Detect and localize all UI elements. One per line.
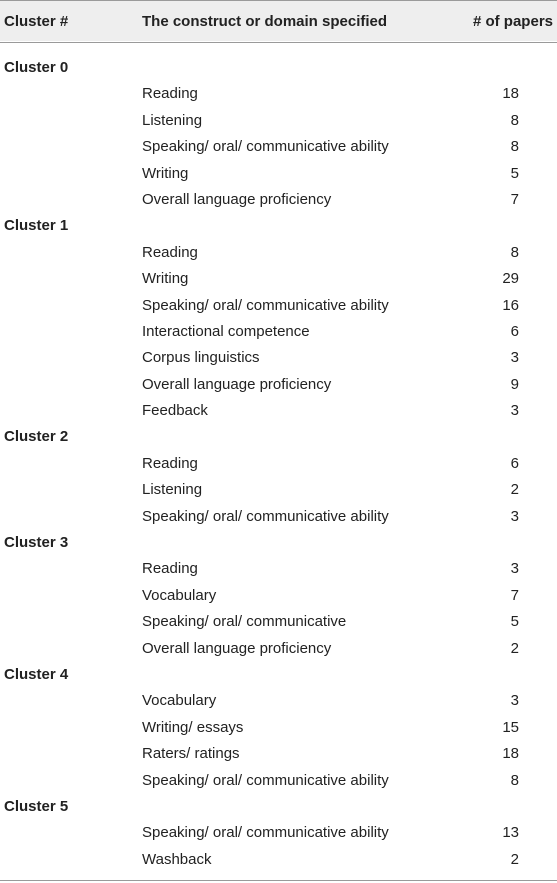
construct-cell: Speaking/ oral/ communicative ability (142, 296, 389, 314)
construct-cell: Reading (142, 85, 198, 103)
paper-count-cell: 5 (510, 164, 519, 182)
table-row (0, 319, 557, 345)
construct-cell: Reading (142, 454, 198, 472)
paper-count-cell: 8 (510, 111, 519, 129)
construct-cell: Writing (142, 164, 189, 182)
paper-count-cell: 3 (510, 692, 519, 710)
cluster-row (0, 530, 557, 556)
construct-cell: Speaking/ oral/ communicative ability (142, 824, 389, 842)
construct-cell: Reading (142, 560, 198, 578)
table-row (0, 820, 557, 846)
table-header (0, 1, 557, 41)
table-row (0, 688, 557, 714)
paper-count-cell: 2 (510, 850, 519, 868)
paper-count-cell: 9 (510, 375, 519, 393)
table-row (0, 741, 557, 767)
table-row (0, 266, 557, 292)
paper-count-cell: 3 (510, 402, 519, 420)
paper-count-cell: 6 (510, 454, 519, 472)
construct-cell: Listening (142, 111, 203, 129)
paper-count-cell: 7 (510, 190, 519, 208)
construct-cell: Vocabulary (142, 692, 217, 710)
bottom-rule (0, 880, 557, 881)
construct-cell: Washback (142, 850, 212, 868)
table-row (0, 715, 557, 741)
paper-count-cell: 29 (502, 270, 519, 288)
construct-cell: Listening (142, 481, 203, 499)
paper-count-cell: 6 (510, 322, 519, 340)
header-papers: # of papers (472, 13, 553, 30)
cluster-label: Cluster 2 (4, 428, 69, 446)
paper-count-cell: 8 (510, 243, 519, 261)
paper-count-cell: 3 (510, 560, 519, 578)
table-row (0, 556, 557, 582)
table-row (0, 398, 557, 424)
table-row (0, 451, 557, 477)
paper-count-cell: 18 (502, 85, 519, 103)
cluster-row (0, 55, 557, 81)
table-row (0, 108, 557, 134)
construct-cell: Raters/ ratings (142, 745, 240, 763)
construct-cell: Corpus linguistics (142, 349, 260, 367)
construct-cell: Overall language proficiency (142, 190, 332, 208)
table-row (0, 477, 557, 503)
cluster-row (0, 424, 557, 450)
cluster-row (0, 794, 557, 820)
construct-cell: Vocabulary (142, 586, 217, 604)
construct-cell: Writing/ essays (142, 718, 244, 736)
header-cluster: Cluster # (4, 13, 69, 30)
construct-cell: Interactional competence (142, 322, 310, 340)
table-row (0, 81, 557, 107)
construct-cell: Writing (142, 270, 189, 288)
paper-count-cell: 8 (510, 771, 519, 789)
paper-count-cell: 13 (502, 824, 519, 842)
table-row (0, 187, 557, 213)
paper-count-cell: 3 (510, 507, 519, 525)
table-row (0, 768, 557, 794)
table-row (0, 504, 557, 530)
cluster-label: Cluster 0 (4, 59, 69, 76)
construct-cell: Overall language proficiency (142, 375, 332, 393)
table-row (0, 609, 557, 635)
cluster-label: Cluster 3 (4, 534, 69, 552)
cluster-label: Cluster 1 (4, 217, 69, 235)
construct-cell: Overall language proficiency (142, 639, 332, 657)
paper-count-cell: 15 (502, 718, 519, 736)
paper-count-cell: 8 (510, 138, 519, 156)
paper-count-cell: 16 (502, 296, 519, 314)
construct-cell: Reading (142, 243, 198, 261)
paper-count-cell: 7 (510, 586, 519, 604)
table-row (0, 636, 557, 662)
cluster-label: Cluster 5 (4, 797, 69, 815)
table-row (0, 345, 557, 371)
construct-cell: Feedback (142, 402, 208, 420)
paper-count-cell: 5 (510, 613, 519, 631)
paper-count-cell: 2 (510, 639, 519, 657)
construct-cell: Speaking/ oral/ communicative ability (142, 138, 389, 156)
table-row (0, 847, 557, 873)
paper-count-cell: 2 (510, 481, 519, 499)
cluster-label: Cluster 4 (4, 665, 69, 683)
header-construct: The construct or domain specified (142, 13, 388, 30)
construct-cell: Speaking/ oral/ communicative (142, 613, 347, 631)
table-row (0, 240, 557, 266)
table-body (0, 55, 557, 873)
construct-cell: Speaking/ oral/ communicative ability (142, 507, 389, 525)
cluster-row (0, 213, 557, 239)
table-row (0, 161, 557, 187)
table-row (0, 293, 557, 319)
construct-cell: Speaking/ oral/ communicative ability (142, 771, 389, 789)
table-row (0, 583, 557, 609)
table-row (0, 372, 557, 398)
paper-count-cell: 3 (510, 349, 519, 367)
table-row (0, 134, 557, 160)
paper-count-cell: 18 (502, 745, 519, 763)
cluster-row (0, 662, 557, 688)
header-rule (0, 42, 557, 43)
